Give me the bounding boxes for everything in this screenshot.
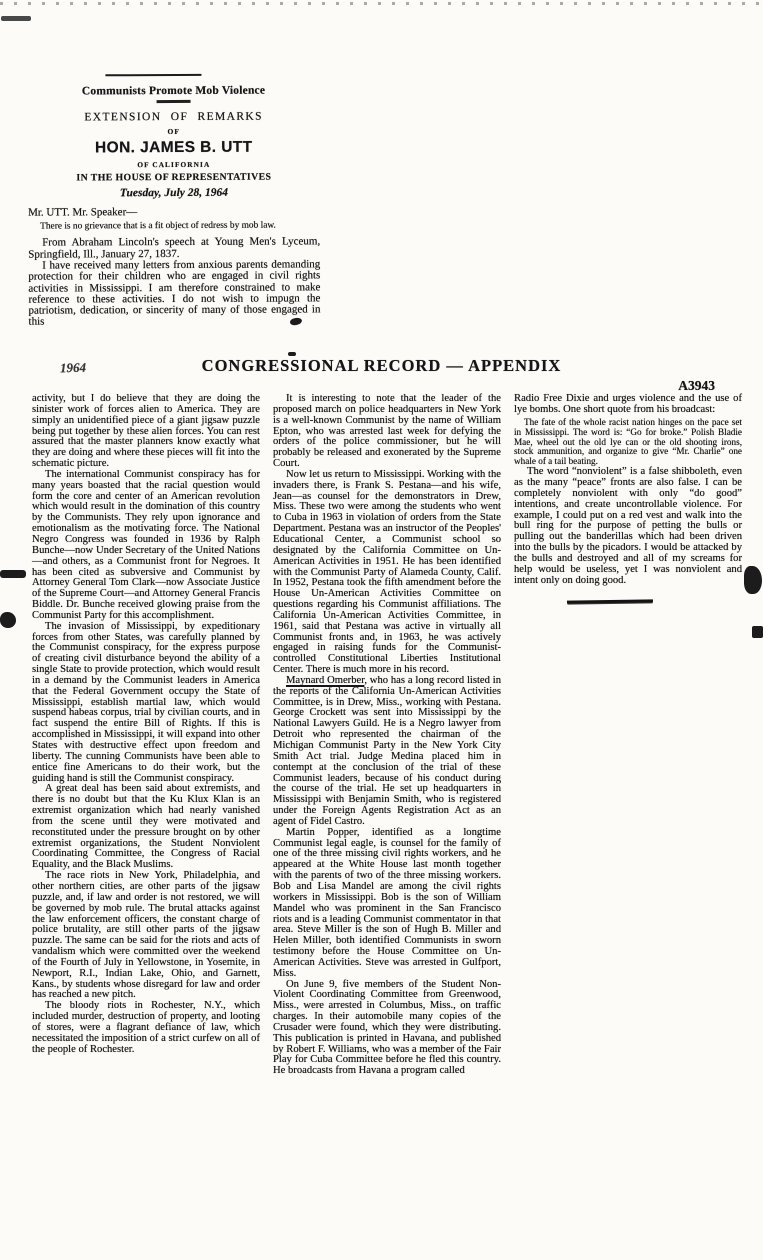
scan-artifact [0, 570, 26, 578]
underlined-name: Maynard Omerber [286, 674, 365, 686]
state-line: OF CALIFORNIA [137, 159, 211, 170]
intro-paragraph: I have received many letters from anxious parents demanding protection for their children who are engaged in civil rights activities in Mississippi. I am therefore constrained to make reference to these activities. I do not wish to impugn the patriotism, dedication, or sincerity of many of those engaged in this [28, 258, 321, 329]
column-1 [32, 394, 260, 1077]
extension-of-remarks-intro [27, 73, 320, 328]
paragraph: Martin Popper, identified as a longtime Communist legal eagle, is counsel for the family of one of the three missing civil rights workers, and he appeared at the White House last month together with the parents of two of the three missing workers. Bob and Lisa Mandel are among the civil rights workers in Mississippi. Bob is the son of William Mandel who was prominent in the San Francisco riots and is a leading Communist commentator in that area. Steve Miller is the son of Hugh B. Miller and Helen Miller, both identified Communists in sworn testimony before the House Committee on Un-American Activities. Steve was arrested in Gulfport, Miss. [273, 826, 501, 979]
article-body-columns [32, 394, 744, 1077]
scan-edge-dotted-line [0, 2, 763, 5]
extension-of-remarks-line: EXTENSION OF REMARKS [84, 110, 263, 124]
page-number: A3943 [678, 378, 715, 393]
paragraph: Radio Free Dixie and urges violence and the use of lye bombs. One short quote from his broadcast: [514, 393, 742, 415]
intro-paragraph: From Abraham Lincoln's speech at Young Men's Lyceum, Springfield, Ill., January 27, 1837. [28, 235, 321, 261]
broadcast-quote: The fate of the whole racist nation hinges on the pace set in Mississippi. The word is: “Go for broke.” Polish Bladie Mae, wheel out the old lye can or the old shooting irons, stock ammunition, and organize to give “Mr. Charlie” one whale of a tail beating. [514, 416, 742, 467]
column-2 [273, 394, 501, 1077]
publication-title: CONGRESSIONAL RECORD — APPENDIX [201, 356, 562, 375]
masthead [0, 356, 763, 393]
title-ornament-rule [157, 100, 191, 103]
date-line: Tuesday, July 28, 1964 [119, 186, 229, 200]
scan-artifact [0, 612, 16, 628]
paragraph: On June 9, five members of the Student Non-Violent Coordinating Committee from Greenwood, Miss., were arrested in Columbus, Miss., on traffic charges. In their automobile many copies of the Crusader were found, which they were distributing. This publication is printed in Havana, and published by Robert F. Williams, who was a member of the Fair Play for Cuba Committee before he fled this country. He broadcasts from Havana a program called [273, 978, 501, 1077]
paragraph: A great deal has been said about extremists, and there is no doubt but that the Ku Klux Klan is an extremist organization which had nearly vanished from the scene until they were motivated and reconstituted under the pressure brought on by other extremist organizations, the Student Nonviolent Coordinating Committee, the Congress of Racial Equality, and the Black Muslims. [32, 783, 260, 871]
salutation-line: Mr. UTT. Mr. Speaker— [28, 206, 138, 219]
scan-artifact [752, 626, 763, 638]
paragraph-text: , who has a long record listed in the reports of the California Un-American Activities Committee, is in Drew, Miss., working with Pestana. George Crockett was sent into Mississippi by the National Lawyers Guild. He is a Negro lawyer from Detroit who represented the chairman of the Michigan Communist Party in the New York City Smith Act trial. Judge Medina placed him in contempt at the conclusion of the trial of these Communist leaders, because of his conduct during the course of the trial. He set up headquarters in Mississippi with Benjamin Smith, who is registered under the Foreign Agents Registration Act as an agent of Fidel Castro. [273, 674, 501, 827]
article-title: Communists Promote Mob Violence [81, 84, 266, 98]
section-divider-rule [105, 74, 201, 76]
paragraph: The international Communist conspiracy has for many years boasted that the racial question would form the core and center of an American revolution which would result in the domination of this country by the Communists. They rely upon ignorance and emotionalism as the motivating force. The National Negro Congress was founded in 1936 by Ralph Bunche—now Under Secretary of the United Nations—and others, as a Communist front for Negroes. It has been cited as subversive and Communist by Attorney General Tom Clark—now Associate Justice of the Supreme Court—and Attorney General Francis Biddle. Dr. Bunche received glowing praise from the Communist Party for this accomplishment. [32, 468, 260, 621]
chamber-line: IN THE HOUSE OF REPRESENTATIVES [76, 171, 272, 184]
scan-artifact [1, 16, 31, 21]
scan-artifact [744, 566, 762, 594]
speaker-name: HON. JAMES B. UTT [94, 138, 253, 157]
article-end-rule [567, 599, 653, 603]
paragraph: The word “nonviolent” is a false shibboleth, even as the many “peace” fronts are also false. I can be completely nonviolent with only “do good” intentions, and create uncontrollable violence. For example, I could put on a red vest and walk into the bull ring for the purpose of petting the bulls or pulling out the banderillas which had been driven into the bulls by the picadors. I would be attacked by the bulls and destroyed and all of my screams for help would be useless, yet I was nonviolent and intent only on doing good. [514, 466, 742, 586]
paragraph: activity, but I do believe that they are doing the sinister work of forces alien to America. They are simply an unidentified piece of a giant jigsaw puzzle being put together by these alien forces. You can rest assured that the master planners know exactly what they are doing and where these pieces will fit into the schematic picture. [32, 393, 260, 470]
paragraph: The invasion of Mississippi, by expeditionary forces from other States, was carefully planned by the Communist conspiracy, for the express purpose of creating civil disturbance beyond the ability of a single State to provide protection, which would result in a demand by the Communist leaders in America that the Federal Government occupy the State of Mississippi, establish martial law, which would suspend habeas corpus, trial by civilian courts, and in fact suspend the entire Bill of Rights. If this is accomplished in Mississippi, it will expand into other States with destructive effect upon freedom and liberty. The cunning Communists have been able to entice fine Americans to do their work, but the guiding hand is still the Communist conspiracy. [32, 620, 260, 784]
paragraph: Now let us return to Mississippi. Working with the invaders there, is Frank S. Pestana—and his wife, Jean—as counsel for the demonstrators in Drew, Miss. These two were among the students who went to Cuba in 1963 in violation of orders from the State Department. Pestana was an instructor of the Peoples' Educational Center, a Communist school so designated by the California Committee on Un-American Activities in 1951. He has been identified with the Communist Party of Alameda County, Calif. In 1952, Pestana took the fifth amendment before the House Un-American Activities Committee on questions regarding his Communist affiliations. The California Un-American Activities Committee, in 1961, said that Pestana was active in virtually all Communist fronts and, in 1963, he was actively engaged in raising funds for the Communist-controlled Constitutional Liberties Institutional Center. There is much more in his record. [273, 468, 501, 676]
paragraph: The race riots in New York, Philadelphia, and other northern cities, are other parts of the jigsaw puzzle, and, if law and order is not restored, we will be governed by mob rule. The brutal attacks against the law enforcement officers, the constant charge of police brutality, are still other parts of the jigsaw puzzle. The same can be said for the riots and acts of vandalism which were committed over the weekend of the Fourth of July in Yellowstone, in Yosemite, in Newport, R.I., Indian Lake, Ohio, and Garnett, Kans., by students whose disregard for law and order has reached a new pitch. [32, 870, 260, 1001]
of-line: OF [167, 126, 180, 137]
column-3 [514, 394, 742, 1077]
paragraph: The bloody riots in Rochester, N.Y., which included murder, destruction of property, and looting of stores, were a flagrant defiance of law, which necessitated the imposition of a strict curfew on all of the people of Rochester. [32, 1000, 260, 1055]
paragraph [273, 676, 501, 828]
paragraph: It is interesting to note that the leader of the proposed march on police headquarters in New York is a well-known Communist by the name of William Epton, who was arrested last week for defying the orders of the police commissioner, but he will probably be released and exonerated by the Supreme Court. [273, 393, 501, 470]
epigraph-quote: There is no grievance that is a fit object of redress by mob law. [40, 220, 276, 232]
page-year: 1964 [59, 359, 87, 376]
